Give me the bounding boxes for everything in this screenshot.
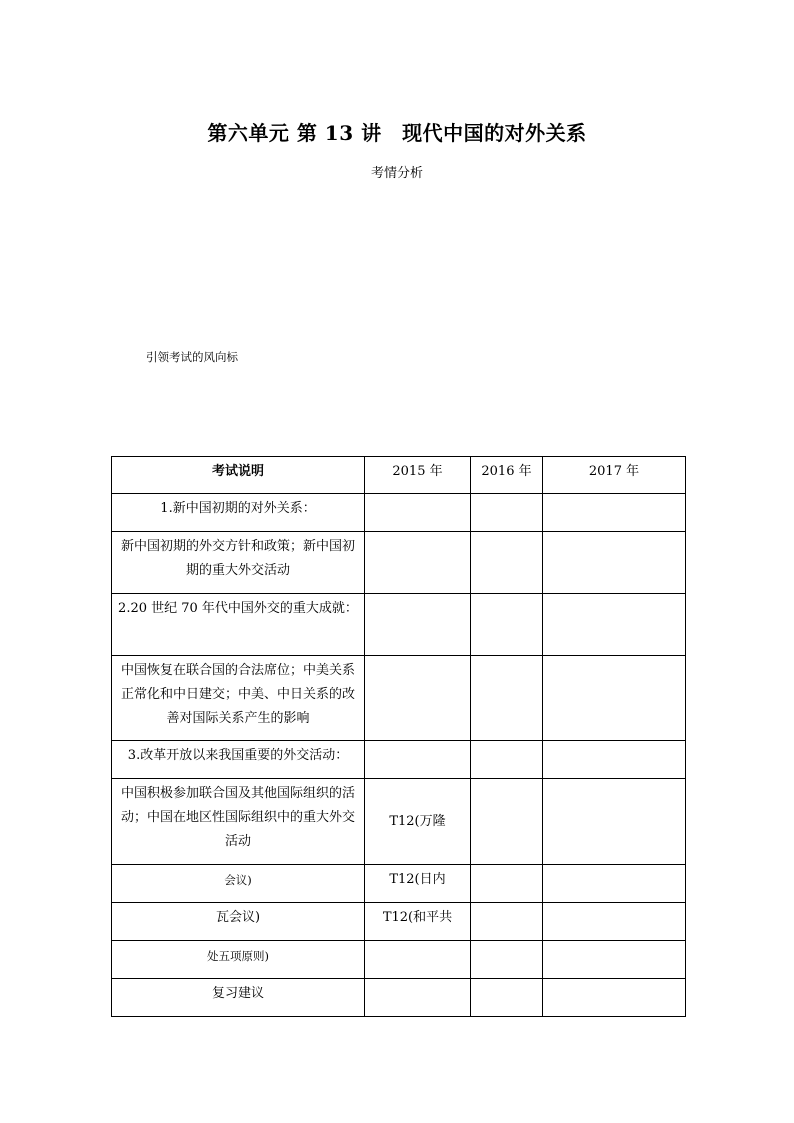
cell-2016 — [471, 903, 543, 941]
cell-2015: T12(和平共 — [365, 903, 471, 941]
cell-2015 — [365, 494, 471, 532]
cell-2015 — [365, 532, 471, 594]
row-description: 瓦会议) — [112, 903, 365, 941]
cell-2017 — [543, 979, 686, 1017]
cell-2015: T12(日内 — [365, 865, 471, 903]
exam-analysis-table — [111, 456, 686, 1017]
cell-2017 — [543, 656, 686, 741]
table-header-row — [112, 457, 686, 494]
cell-2016 — [471, 741, 543, 779]
row-description: 处五项原则) — [112, 941, 365, 979]
cell-2017 — [543, 779, 686, 865]
cell-2016 — [471, 865, 543, 903]
column-header-2015: 2015 年 — [365, 457, 471, 494]
cell-2017 — [543, 494, 686, 532]
row-description: 2.20 世纪 70 年代中国外交的重大成就： — [112, 594, 365, 656]
row-description: 中国积极参加联合国及其他国际组织的活动；中国在地区性国际组织中的重大外交活动 — [112, 779, 365, 865]
row-description: 复习建议 — [112, 979, 365, 1017]
row-description: 会议) — [112, 865, 365, 903]
table-row — [112, 903, 686, 941]
cell-2016 — [471, 779, 543, 865]
table-row — [112, 865, 686, 903]
table-row — [112, 741, 686, 779]
column-header-description: 考试说明 — [112, 457, 365, 494]
cell-2016 — [471, 494, 543, 532]
row-description: 中国恢复在联合国的合法席位；中美关系正常化和中日建交；中美、中日关系的改善对国际关系产生的影响 — [112, 656, 365, 741]
cell-2015 — [365, 656, 471, 741]
cell-2017 — [543, 741, 686, 779]
cell-2016 — [471, 594, 543, 656]
cell-2016 — [471, 941, 543, 979]
cell-2017 — [543, 532, 686, 594]
row-description: 1.新中国初期的对外关系： — [112, 494, 365, 532]
row-description: 新中国初期的外交方针和政策；新中国初期的重大外交活动 — [112, 532, 365, 594]
table-row — [112, 494, 686, 532]
cell-2015: T12(万隆 — [365, 779, 471, 865]
cell-2016 — [471, 656, 543, 741]
cell-2015 — [365, 741, 471, 779]
cell-2015 — [365, 594, 471, 656]
cell-2017 — [543, 941, 686, 979]
cell-2015 — [365, 941, 471, 979]
table-row — [112, 779, 686, 865]
page-subtitle: 考情分析 — [370, 166, 423, 181]
cell-2015 — [365, 979, 471, 1017]
cell-2017 — [543, 903, 686, 941]
cell-2017 — [543, 865, 686, 903]
column-header-2016: 2016 年 — [471, 457, 543, 494]
row-description: 3.改革开放以来我国重要的外交活动： — [112, 741, 365, 779]
table-row — [112, 979, 686, 1017]
table-row — [112, 656, 686, 741]
section-note: 引领考试的风向标 — [146, 350, 238, 364]
table-row — [112, 594, 686, 656]
page-title: 第六单元 第 13 讲 现代中国的对外关系 — [207, 121, 587, 145]
table-row — [112, 532, 686, 594]
cell-2016 — [471, 979, 543, 1017]
column-header-2017: 2017 年 — [543, 457, 686, 494]
cell-2016 — [471, 532, 543, 594]
cell-2017 — [543, 594, 686, 656]
table-row — [112, 941, 686, 979]
